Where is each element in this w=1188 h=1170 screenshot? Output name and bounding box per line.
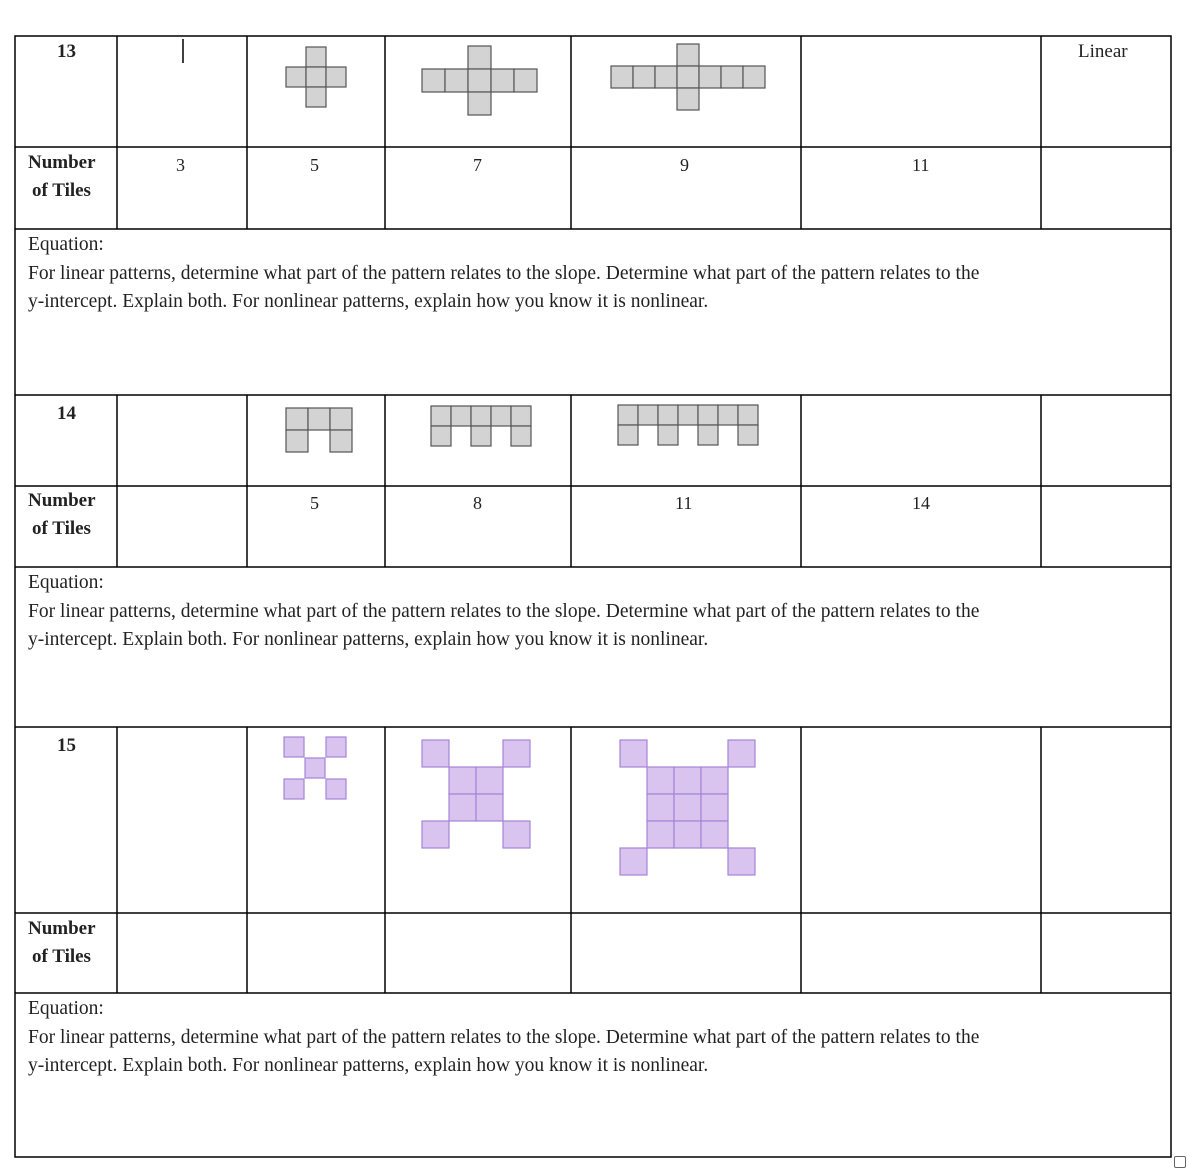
problem-14-count-4: 11: [675, 493, 693, 513]
tile: [677, 44, 699, 66]
equation-label: Equation:: [28, 234, 104, 255]
problem-13-row-label-of-tiles: of Tiles: [32, 180, 91, 201]
problem-13-count-5: 11: [912, 155, 930, 175]
tile: [471, 406, 491, 426]
tile: [306, 87, 326, 107]
tile: [286, 408, 308, 430]
tile: [633, 66, 655, 88]
prompt-line-2: y-intercept. Explain both. For nonlinear patterns, explain how you know it is nonlinear.: [28, 1055, 709, 1076]
tile: [511, 406, 531, 426]
problem-13-count-1: 3: [176, 155, 185, 175]
tile: [678, 405, 698, 425]
tile: [491, 406, 511, 426]
tile: [503, 740, 530, 767]
problem-13-count-2: 5: [310, 155, 319, 175]
tile: [674, 767, 701, 794]
tile: [620, 740, 647, 767]
tile: [471, 426, 491, 446]
tile: [674, 821, 701, 848]
problem-14-count-3: 8: [473, 493, 482, 513]
problem-15-prompt[interactable]: [28, 995, 1168, 1081]
tile: [698, 405, 718, 425]
tile: [326, 737, 346, 757]
tile: [647, 821, 674, 848]
tile: [451, 406, 471, 426]
tile: [326, 67, 346, 87]
tile: [701, 794, 728, 821]
tile: [655, 66, 677, 88]
problem-13-prompt[interactable]: [28, 231, 1168, 317]
prompt-line-1: For linear patterns, determine what part of the pattern relates to the slope. Determine what part of the pattern relates to the: [28, 1026, 980, 1048]
tile: [701, 767, 728, 794]
problem-13-number: 13: [57, 41, 76, 62]
problem-15-row-label-number: Number: [28, 918, 96, 939]
tile: [738, 425, 758, 445]
tile: [330, 408, 352, 430]
problem-14-count-5: 14: [912, 493, 930, 513]
tile: [514, 69, 537, 92]
equation-label: Equation:: [28, 998, 104, 1019]
tile: [305, 758, 325, 778]
tile: [431, 426, 451, 446]
tile: [308, 408, 330, 430]
tile: [743, 66, 765, 88]
problem-13-count-3: 7: [473, 155, 482, 175]
problem-14-prompt[interactable]: [28, 569, 1168, 655]
prompt-line-2: y-intercept. Explain both. For nonlinear patterns, explain how you know it is nonlinear.: [28, 291, 709, 312]
problem-15-number: 15: [57, 735, 76, 756]
tile: [422, 821, 449, 848]
tile: [638, 405, 658, 425]
tile: [422, 740, 449, 767]
tile: [286, 430, 308, 452]
prompt-line-2: y-intercept. Explain both. For nonlinear patterns, explain how you know it is nonlinear.: [28, 629, 709, 650]
tile: [431, 406, 451, 426]
equation-label: Equation:: [28, 572, 104, 593]
tile: [674, 794, 701, 821]
tile: [284, 779, 304, 799]
tile: [647, 794, 674, 821]
problem-14-number: 14: [57, 403, 76, 424]
tile: [677, 66, 699, 88]
tile: [618, 405, 638, 425]
tile: [677, 88, 699, 110]
tile: [718, 405, 738, 425]
tile: [476, 794, 503, 821]
tile: [699, 66, 721, 88]
resize-handle[interactable]: [1174, 1156, 1186, 1168]
tile: [326, 779, 346, 799]
tile: [728, 848, 755, 875]
tile: [647, 767, 674, 794]
tile: [511, 426, 531, 446]
tile: [658, 425, 678, 445]
tile: [286, 67, 306, 87]
problem-14-row-label-number: Number: [28, 490, 96, 511]
tile: [476, 767, 503, 794]
tile: [698, 425, 718, 445]
tile: [306, 47, 326, 67]
tile: [620, 848, 647, 875]
tile: [445, 69, 468, 92]
problem-13-row-label-number: Number: [28, 152, 96, 173]
tile: [284, 737, 304, 757]
tile: [468, 92, 491, 115]
tile: [449, 767, 476, 794]
tile: [468, 46, 491, 69]
problem-14-row-label-of-tiles: of Tiles: [32, 518, 91, 539]
problem-15-row-label-of-tiles: of Tiles: [32, 946, 91, 967]
tile: [468, 69, 491, 92]
tile: [330, 430, 352, 452]
tile: [611, 66, 633, 88]
problem-13-count-4: 9: [680, 155, 689, 175]
problem-14-count-2: 5: [310, 493, 319, 513]
tile: [721, 66, 743, 88]
tile: [728, 740, 755, 767]
tile: [503, 821, 530, 848]
prompt-line-1: For linear patterns, determine what part of the pattern relates to the slope. Determine what part of the pattern relates to the: [28, 600, 980, 622]
tile: [449, 794, 476, 821]
problem-13-classification: Linear: [1078, 41, 1128, 62]
tile: [422, 69, 445, 92]
tile: [658, 405, 678, 425]
tile: [701, 821, 728, 848]
tile: [306, 67, 326, 87]
tile: [738, 405, 758, 425]
tile: [491, 69, 514, 92]
tile: [618, 425, 638, 445]
prompt-line-1: For linear patterns, determine what part of the pattern relates to the slope. Determine what part of the pattern relates to the: [28, 262, 980, 284]
